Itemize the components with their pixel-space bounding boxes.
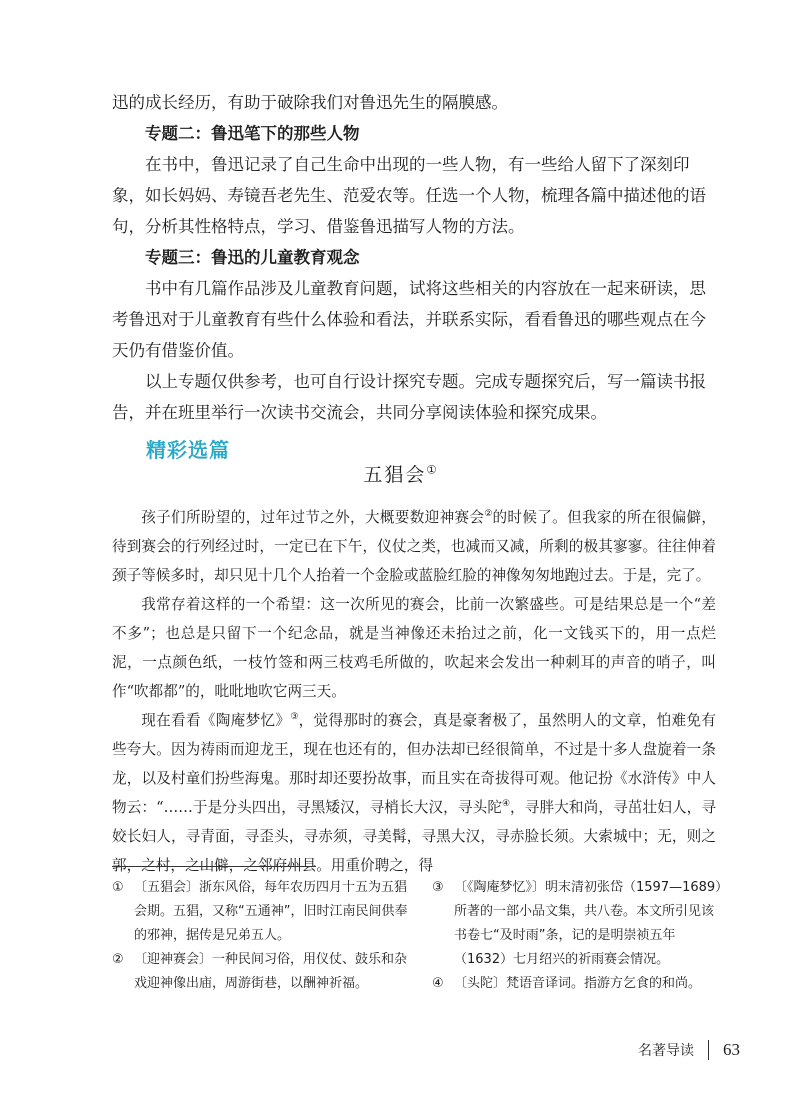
footnote-ref-1: ① [426,462,437,477]
closing-paragraph: 以上专题仅供参考，也可自行设计探究专题。完成专题探究后，写一篇读书报告，并在班里举行一次读书交流会，共同分享阅读体验和探究成果。 [112,372,706,422]
footnote-text: 〔头陀〕梵语音译词。指游方乞食的和尚。 [454,976,702,991]
intro-paragraph-continued: 迅的成长经历，有助于破除我们对鲁迅先生的隔膜感。 [112,93,508,112]
footnote-1 [112,876,410,948]
footnote-number: ① [112,880,124,895]
footer-separator [708,1040,709,1060]
essay-paragraph-1 [112,503,716,590]
page-footer [560,1040,740,1060]
footnote-4 [432,972,722,996]
footnote-3 [432,876,722,972]
footnote-text: 〔《陶庵梦忆》〕明末清初张岱（1597—1689）所著的一部小品文集，共八卷。本文所引见该书卷七“及时雨”条，记的是明崇祯五年（1632）七月绍兴的祈雨赛会情况。 [454,880,722,967]
essay-paragraph-2: 我常存着这样的一个希望：这一次所见的赛会，比前一次繁盛些。可是结果总是一个“差不多”；也总是只留下一个纪念品，就是当神像还未抬过之前，化一文钱买下的，用一点烂泥，一点颜色纸，一枝竹签和两三枝鸡毛所做的，吹起来会发出一种刺耳的声音的哨子，叫作“吹都都”的，吡吡地吹它两三天。 [112,596,716,700]
essay-p3-text-b: ，觉得那时的赛会，真是豪奢极了，虽然明人的文章，怕难免有些夸大。因为祷雨而迎龙王，现在也还有的，但办法却已经很简单，不过是十多人盘旋着一条龙，以及村童们扮些海鬼。那时却还要扮故事，而且实在奇拔得可观。他记扮《水浒传》中人物云：“……于是分头四出，寻黑矮汉，寻梢长大汉，寻头陀 [112,712,716,816]
footnote-number: ② [112,952,124,967]
footnote-ref-2: ② [484,509,493,520]
page-number: 63 [723,1040,740,1059]
footnote-text: 〔五猖会〕浙东风俗，每年农历四月十五为五猖会期。五猖，又称“五通神”，旧时江南民间供奉的邪神，据传是兄弟五人。 [134,880,408,943]
essay-p1-text-b: 的时候了。但我家的所在很偏僻，待到赛会的行列经过时，一定已在下午，仪仗之类，也减而又减，所剩的极其寥寥。往往伸着颈子等候多时，却只见十几个人抬着一个金脸或蓝脸红脸的神像匆匆地跑过去。于是，完了。 [112,509,716,584]
section-title: 精彩选篇 [146,438,230,462]
footnotes-left-column [112,876,410,996]
topic-2-heading: 专题二：鲁迅笔下的那些人物 [145,124,360,143]
essay-p3-text-a: 现在看看《陶庵梦忆》 [141,712,291,729]
essay-p3-text-c: ，寻胖大和尚，寻茁壮妇人，寻姣长妇人，寻青面，寻歪头，寻赤须，寻美髯，寻黑大汉，寻赤脸长须。大索城中；无，则之郭，之村，之山僻，之邻府州县。用重价聘之，得 [112,799,716,874]
footnote-number: ④ [432,976,444,991]
essay-paragraph-3 [112,706,716,880]
footnotes-right-column [432,876,722,996]
footnote-number: ③ [432,880,444,895]
footnote-ref-4: ④ [502,799,511,810]
footnote-text: 〔迎神赛会〕一种民间习俗，用仪仗、鼓乐和杂戏迎神像出庙，周游街巷，以酬神祈福。 [134,952,408,991]
essay-body [112,503,716,880]
topic-3-heading: 专题三：鲁迅的儿童教育观念 [145,248,360,267]
intro-section [112,87,712,428]
footnote-ref-3: ③ [290,712,299,723]
essay-title-text: 五猖会 [363,464,427,486]
footnote-divider [112,866,316,867]
footnote-2 [112,948,410,996]
book-section-label: 名著导读 [638,1043,694,1059]
essay-title [0,460,800,487]
topic-3-paragraph: 书中有几篇作品涉及儿童教育问题，试将这些相关的内容放在一起来研读，思考鲁迅对于儿童教育有些什么体验和看法，并联系实际，看看鲁迅的哪些观点在今天仍有借鉴价值。 [112,279,706,360]
topic-2-paragraph: 在书中，鲁迅记录了自己生命中出现的一些人物，有一些给人留下了深刻印象，如长妈妈、寿镜吾老先生、范爱农等。任选一个人物，梳理各篇中描述他的语句，分析其性格特点，学习、借鉴鲁迅描写人物的方法。 [112,155,706,236]
essay-p1-text-a: 孩子们所盼望的，过年过节之外，大概要数迎神赛会 [141,509,485,526]
